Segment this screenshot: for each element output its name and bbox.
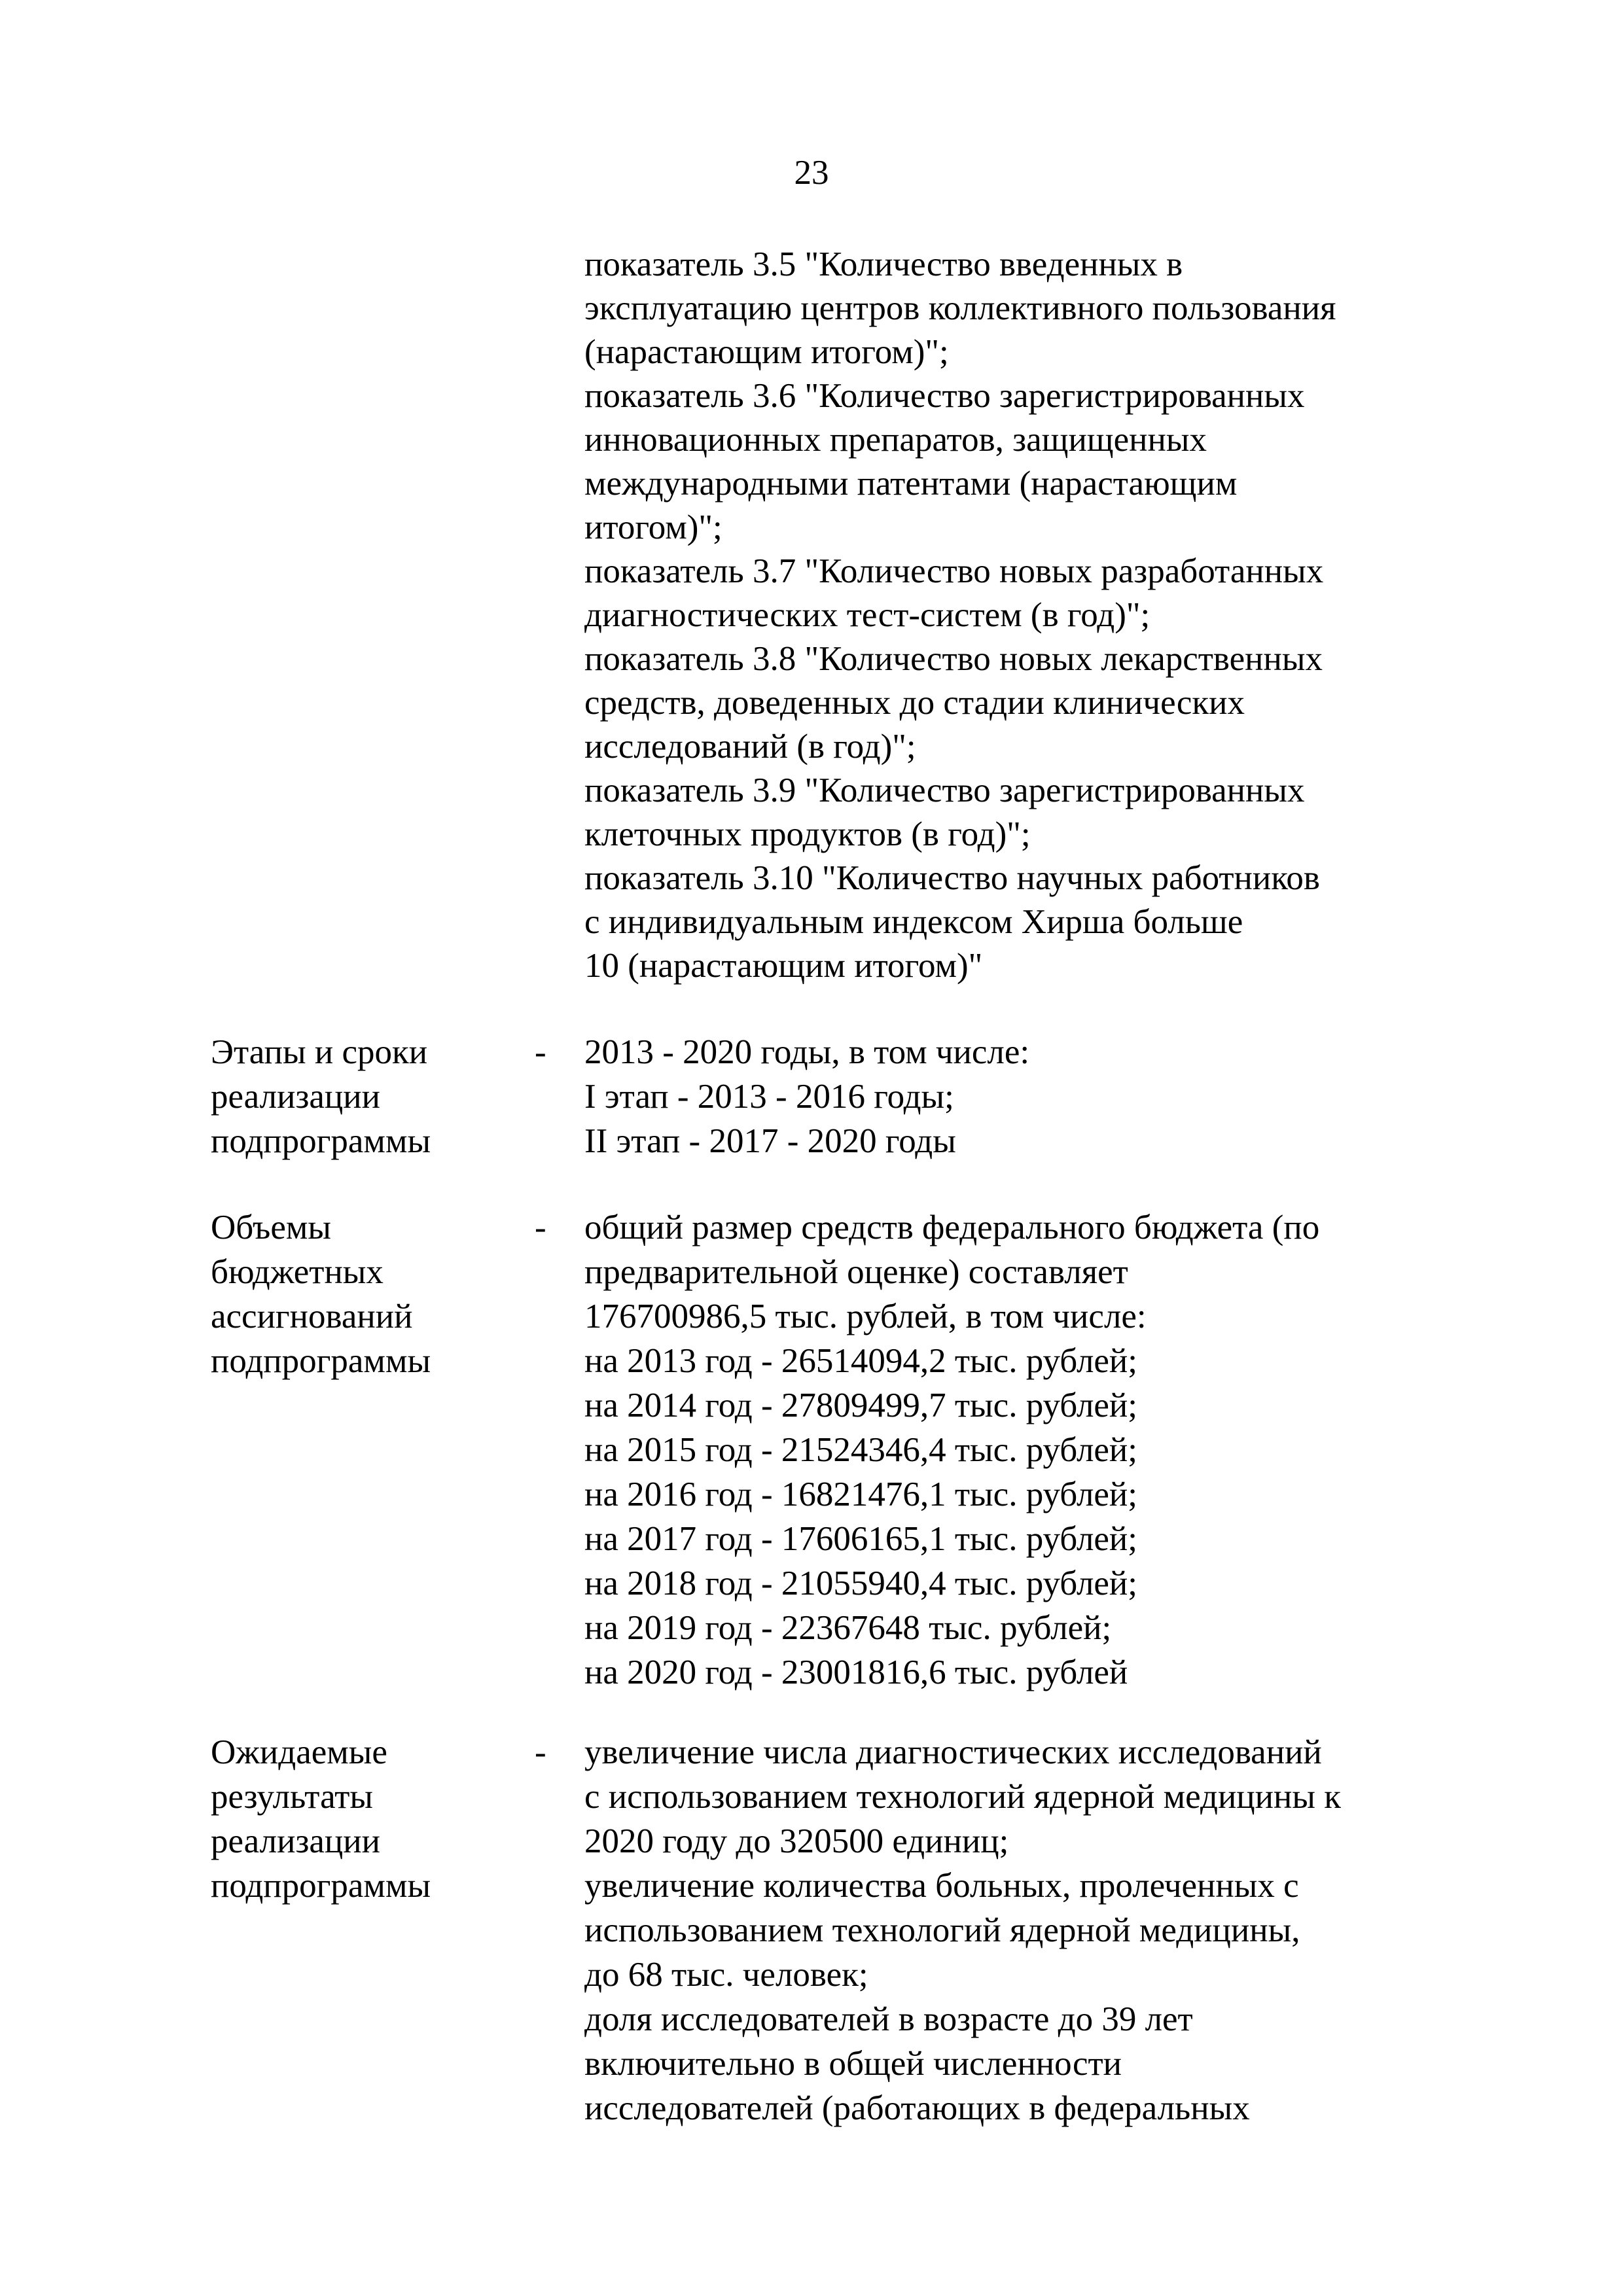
indicator-line: показатель 3.5 "Количество введенных в xyxy=(584,245,1183,283)
value-line: увеличение количества больных, пролеченных с xyxy=(584,1867,1299,1905)
indicator-line: показатель 3.6 "Количество зарегистрированных xyxy=(584,377,1305,415)
value-line: II этап - 2017 - 2020 годы xyxy=(584,1122,956,1160)
indicator-line: инновационных препаратов, защищенных xyxy=(584,421,1207,459)
value-line: увеличение числа диагностических исследований xyxy=(584,1733,1322,1771)
indicator-line: показатель 3.7 "Количество новых разработанных xyxy=(584,552,1324,590)
value-line: на 2017 год - 17606165,1 тыс. рублей; xyxy=(584,1520,1137,1558)
indicator-line: исследований (в год)"; xyxy=(584,728,916,766)
value-line: общий размер средств федерального бюджета (по xyxy=(584,1209,1320,1246)
indicator-line: 10 (нарастающим итогом)" xyxy=(584,947,983,985)
value-line: на 2015 год - 21524346,4 тыс. рублей; xyxy=(584,1431,1137,1469)
label-line: подпрограммы xyxy=(211,1122,431,1160)
value-line: 176700986,5 тыс. рублей, в том числе: xyxy=(584,1298,1147,1335)
value-line: исследователей (работающих в федеральных xyxy=(584,2089,1250,2127)
page-number: 23 xyxy=(794,154,829,192)
value-line: с использованием технологий ядерной медицины к xyxy=(584,1778,1342,1816)
dash-separator: - xyxy=(535,1033,546,1071)
value-line: 2020 году до 320500 единиц; xyxy=(584,1822,1009,1860)
label-line: подпрограммы xyxy=(211,1867,431,1905)
indicator-line: показатель 3.9 "Количество зарегистрированных xyxy=(584,771,1305,809)
indicator-line: показатель 3.8 "Количество новых лекарственных xyxy=(584,640,1323,678)
section-value xyxy=(584,1730,1501,2130)
value-line: на 2018 год - 21055940,4 тыс. рублей; xyxy=(584,1564,1137,1602)
label-line: результаты xyxy=(211,1778,373,1816)
indicator-line: показатель 3.10 "Количество научных работников xyxy=(584,859,1320,897)
indicator-line: эксплуатацию центров коллективного пользования xyxy=(584,289,1336,327)
value-line: до 68 тыс. человек; xyxy=(584,1956,868,1994)
section-label xyxy=(211,1730,518,1908)
indicator-line: средств, доведенных до стадии клинических xyxy=(584,684,1245,722)
section-value xyxy=(584,1205,1501,1695)
indicator-line: диагностических тест-систем (в год)"; xyxy=(584,596,1150,634)
value-line: 2013 - 2020 годы, в том числе: xyxy=(584,1033,1030,1071)
value-line: на 2014 год - 27809499,7 тыс. рублей; xyxy=(584,1386,1137,1424)
indicator-line: итогом)"; xyxy=(584,508,722,546)
value-line: доля исследователей в возрасте до 39 лет xyxy=(584,2000,1193,2038)
dash-separator: - xyxy=(535,1733,546,1771)
section-value xyxy=(584,1030,1501,1163)
dash-separator: - xyxy=(535,1209,546,1246)
label-line: Ожидаемые xyxy=(211,1733,387,1771)
value-line: на 2020 год - 23001816,6 тыс. рублей xyxy=(584,1653,1128,1691)
label-line: Этапы и сроки xyxy=(211,1033,428,1071)
value-line: использованием технологий ядерной медицины, xyxy=(584,1911,1300,1949)
value-line: I этап - 2013 - 2016 годы; xyxy=(584,1078,954,1116)
value-line: включительно в общей численности xyxy=(584,2045,1122,2083)
indicator-line: с индивидуальным индексом Хирша больше xyxy=(584,903,1243,941)
label-line: бюджетных xyxy=(211,1253,383,1291)
value-line: предварительной оценке) составляет xyxy=(584,1253,1128,1291)
label-line: реализации xyxy=(211,1822,381,1860)
indicator-line: международными патентами (нарастающим xyxy=(584,465,1238,503)
section-label xyxy=(211,1205,518,1383)
section-label xyxy=(211,1030,518,1163)
label-line: реализации xyxy=(211,1078,381,1116)
label-line: ассигнований xyxy=(211,1298,413,1335)
value-line: на 2013 год - 26514094,2 тыс. рублей; xyxy=(584,1342,1137,1380)
label-line: Объемы xyxy=(211,1209,331,1246)
indicator-line: (нарастающим итогом)"; xyxy=(584,333,949,371)
value-line: на 2019 год - 22367648 тыс. рублей; xyxy=(584,1609,1112,1647)
value-line: на 2016 год - 16821476,1 тыс. рублей; xyxy=(584,1475,1137,1513)
label-line: подпрограммы xyxy=(211,1342,431,1380)
indicator-line: клеточных продуктов (в год)"; xyxy=(584,815,1031,853)
